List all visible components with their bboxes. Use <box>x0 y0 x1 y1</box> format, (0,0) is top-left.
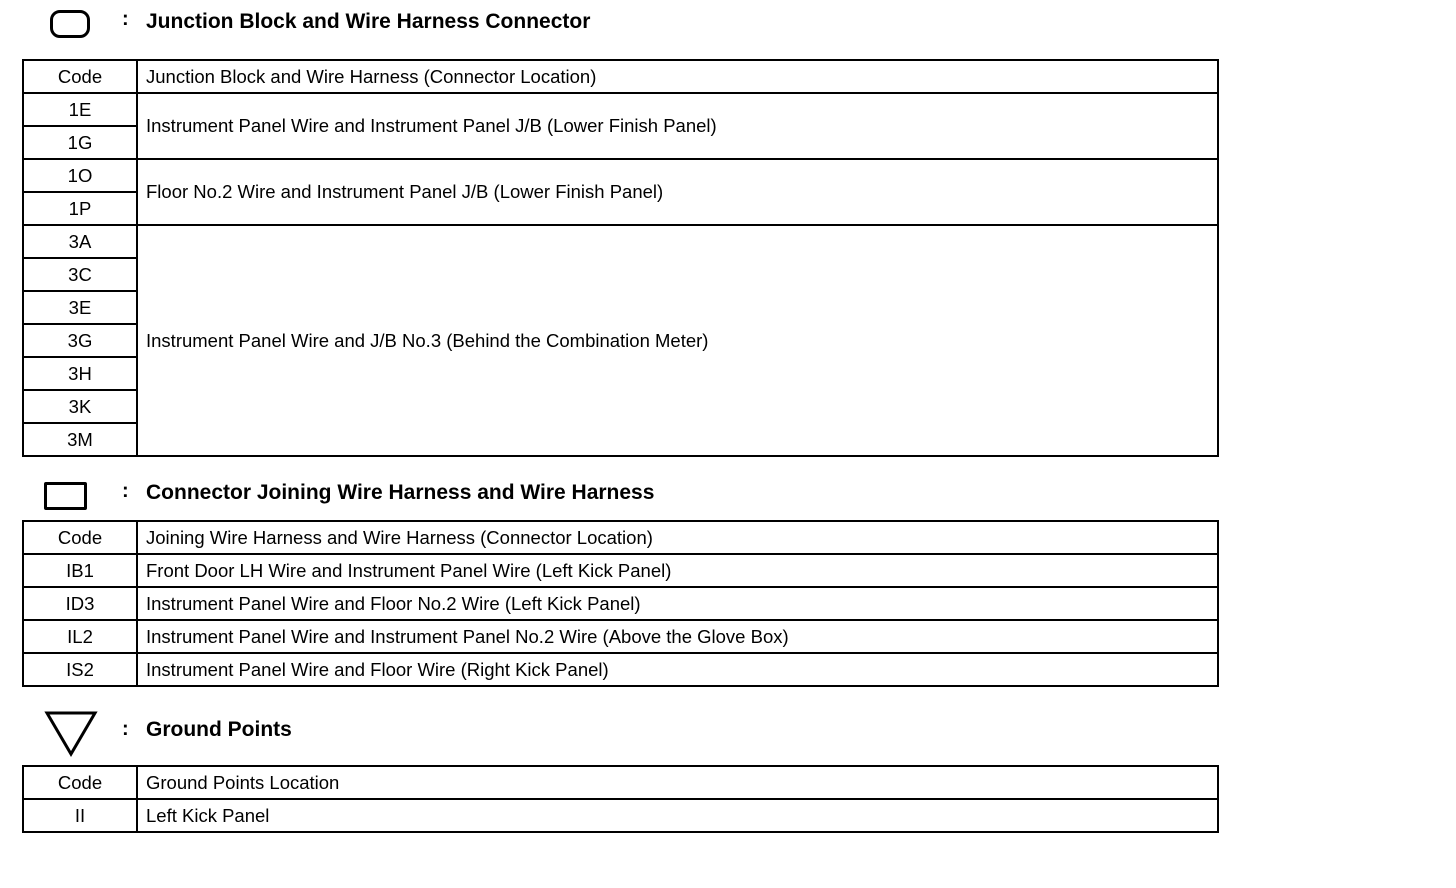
location-cell: Instrument Panel Wire and Instrument Panel No.2 Wire (Above the Glove Box) <box>137 620 1218 653</box>
location-cell: Floor No.2 Wire and Instrument Panel J/B (Lower Finish Panel) <box>137 159 1218 225</box>
code-cell: II <box>23 799 137 832</box>
table-row <box>23 620 1218 653</box>
down-triangle-icon <box>44 710 98 758</box>
code-cell: 1P <box>23 192 137 225</box>
code-cell: IL2 <box>23 620 137 653</box>
location-cell: Instrument Panel Wire and J/B No.3 (Behind the Combination Meter) <box>137 225 1218 456</box>
location-header: Ground Points Location <box>137 766 1218 799</box>
table-header-row <box>23 60 1218 93</box>
location-cell: Instrument Panel Wire and Floor No.2 Wire (Left Kick Panel) <box>137 587 1218 620</box>
code-cell: 1O <box>23 159 137 192</box>
table-row <box>23 799 1218 832</box>
table-row <box>23 225 1218 258</box>
rectangle-icon <box>44 482 87 510</box>
code-cell: 1E <box>23 93 137 126</box>
code-cell: 3G <box>23 324 137 357</box>
section-3-title: Ground Points <box>146 718 292 741</box>
location-cell: Left Kick Panel <box>137 799 1218 832</box>
location-cell: Front Door LH Wire and Instrument Panel Wire (Left Kick Panel) <box>137 554 1218 587</box>
section-2-colon: : <box>122 480 129 502</box>
table-row <box>23 554 1218 587</box>
table-row <box>23 159 1218 192</box>
section-3-colon: : <box>122 718 129 740</box>
section-1-title: Junction Block and Wire Harness Connector <box>146 10 591 33</box>
table-row <box>23 653 1218 686</box>
table-header-row <box>23 521 1218 554</box>
table-row <box>23 93 1218 126</box>
code-cell: 3M <box>23 423 137 456</box>
section-2-title: Connector Joining Wire Harness and Wire Harness <box>146 481 655 504</box>
location-cell: Instrument Panel Wire and Instrument Panel J/B (Lower Finish Panel) <box>137 93 1218 159</box>
code-cell: 3C <box>23 258 137 291</box>
location-header: Joining Wire Harness and Wire Harness (Connector Location) <box>137 521 1218 554</box>
connector-joining-table <box>22 520 1219 687</box>
code-header: Code <box>23 521 137 554</box>
code-cell: 3H <box>23 357 137 390</box>
ground-points-table <box>22 765 1219 833</box>
junction-block-table <box>22 59 1219 457</box>
section-1-colon: : <box>122 8 129 30</box>
code-cell: IS2 <box>23 653 137 686</box>
code-cell: 3A <box>23 225 137 258</box>
table-header-row <box>23 766 1218 799</box>
code-cell: ID3 <box>23 587 137 620</box>
code-cell: IB1 <box>23 554 137 587</box>
table-row <box>23 587 1218 620</box>
code-header: Code <box>23 60 137 93</box>
code-cell: 3E <box>23 291 137 324</box>
code-header: Code <box>23 766 137 799</box>
rounded-rectangle-icon <box>50 10 90 38</box>
code-cell: 1G <box>23 126 137 159</box>
location-cell: Instrument Panel Wire and Floor Wire (Right Kick Panel) <box>137 653 1218 686</box>
code-cell: 3K <box>23 390 137 423</box>
location-header: Junction Block and Wire Harness (Connector Location) <box>137 60 1218 93</box>
